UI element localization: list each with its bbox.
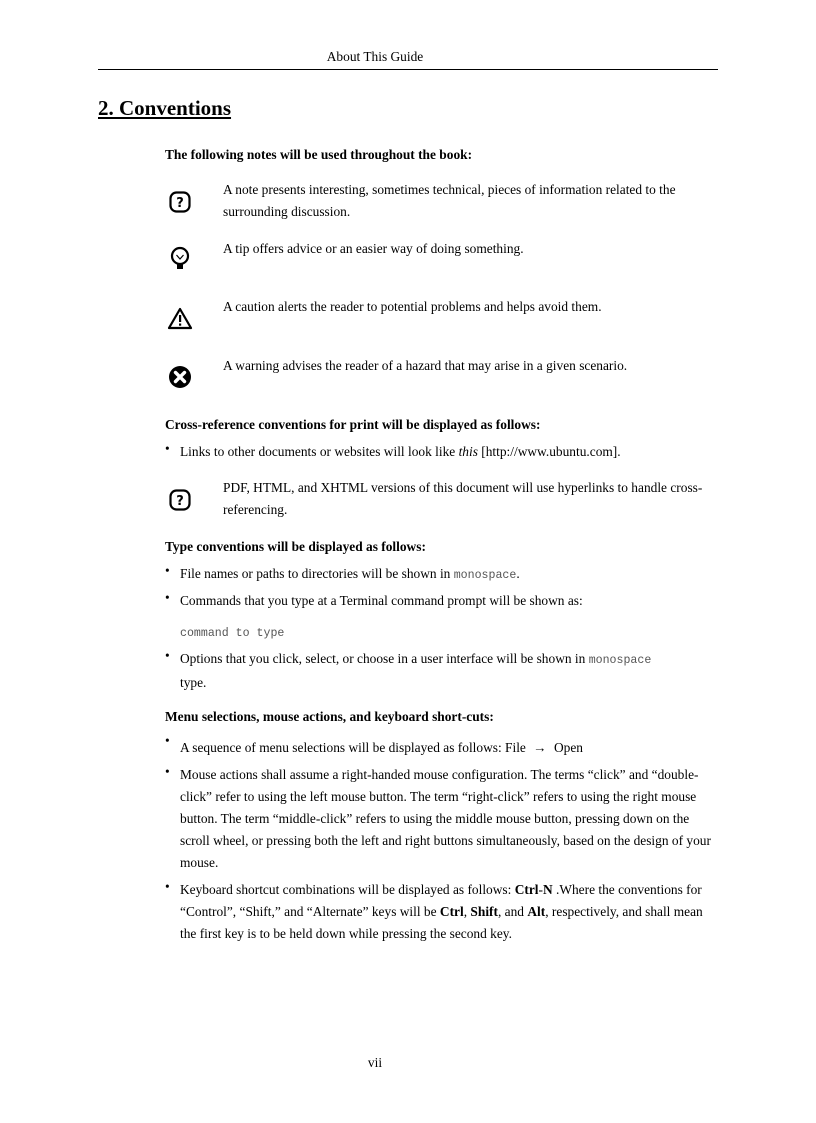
bullet-marker: • (165, 590, 170, 605)
running-header: About This Guide (326, 49, 424, 64)
kb-sep-1: , (463, 904, 471, 919)
bullet-marker: • (165, 441, 170, 456)
tip-lightbulb-icon (167, 246, 193, 272)
kb-ctrl: Ctrl (514, 882, 539, 897)
bullet-marker: • (165, 764, 170, 779)
note-icon (167, 487, 193, 513)
monospace-sample: monospace (588, 654, 652, 667)
type-b3-text: Options that you click, select, or choose in a user interface will be shown in (180, 651, 589, 666)
menu-b1-text: A sequence of menu selections will be displayed as follows: File (180, 740, 526, 755)
menu-bullet-mouse: Mouse actions shall assume a right-handed mouse configuration. The terms “click” and “double-click” refer to using the left mouse button. The term “right-click” refers to using the right mouse button. The term “middle-click” refers to using the middle mouse button, pressing down on the scroll wheel, or pressing both the left and right buttons simultaneously, based on the design of your mouse. (180, 767, 711, 870)
kb-key-ctrl: Ctrl (439, 904, 464, 919)
kb-text-2: .Where the conventions for “Control”, “Shift,” and “Alternate” keys will be (180, 882, 702, 919)
kb-text-1: Keyboard shortcut combinations will be displayed as follows: (180, 882, 515, 897)
caution-text: A caution alerts the reader to potential problems and helps avoid them. (223, 299, 602, 314)
note-icon (167, 189, 193, 215)
svg-text:?: ? (176, 494, 184, 509)
caution-triangle-icon (167, 306, 193, 332)
crossref-link-example: this (458, 444, 478, 459)
bullet-marker: • (165, 733, 170, 748)
kb-key-alt: Alt (527, 904, 546, 919)
menu-bullet-sequence (180, 737, 720, 759)
kb-sep-2: , and (497, 904, 528, 919)
menu-bullet-keyboard (180, 879, 715, 945)
monospace-sample: monospace (453, 569, 517, 582)
command-example: command to type (180, 627, 285, 640)
type-bullet-filenames (180, 563, 720, 587)
tip-text: A tip offers advice or an easier way of doing something. (223, 241, 524, 256)
kb-dash: - (538, 882, 543, 897)
kb-key-shift: Shift (470, 904, 498, 919)
bullet-marker: • (165, 879, 170, 894)
type-b1-end: . (516, 566, 520, 581)
header-rule (98, 69, 718, 70)
section-title: 2. Conventions (98, 96, 232, 120)
type-bullet-options (180, 648, 720, 694)
type-conventions-heading: Type conventions will be displayed as follows: (165, 539, 426, 554)
bullet-marker: • (165, 563, 170, 578)
svg-text:?: ? (176, 196, 184, 211)
menu-heading: Menu selections, mouse actions, and keyboard short-cuts: (165, 709, 494, 724)
kb-text-3: , respectively, and shall mean the first key is to be held down while pressing the second key. (180, 904, 703, 941)
warning-x-icon (167, 364, 193, 390)
menu-arrow: → (533, 740, 547, 755)
page-number: vii (367, 1055, 383, 1070)
type-b3-end: type. (180, 675, 207, 690)
menu-b1-open: Open (553, 740, 583, 755)
kb-n: N (542, 882, 553, 897)
crossref-url: [http://www.ubuntu.com]. (477, 444, 621, 459)
warning-text: A warning advises the reader of a hazard that may arise in a given scenario. (223, 358, 628, 373)
note-text: A note presents interesting, sometimes technical, pieces of information related to the surrounding discussion. (223, 182, 676, 219)
type-bullet-commands: Commands that you type at a Terminal command prompt will be shown as: (180, 593, 583, 608)
crossref-note-text: PDF, HTML, and XHTML versions of this document will use hyperlinks to handle cross-referencing. (223, 480, 703, 517)
type-b1-text: File names or paths to directories will be shown in (180, 566, 454, 581)
crossref-bullet (180, 441, 720, 463)
crossref-text: Links to other documents or websites will look like (180, 444, 459, 459)
notes-intro-heading: The following notes will be used throughout the book: (165, 147, 473, 162)
crossref-heading: Cross-reference conventions for print will be displayed as follows: (165, 417, 541, 432)
bullet-marker: • (165, 648, 170, 663)
